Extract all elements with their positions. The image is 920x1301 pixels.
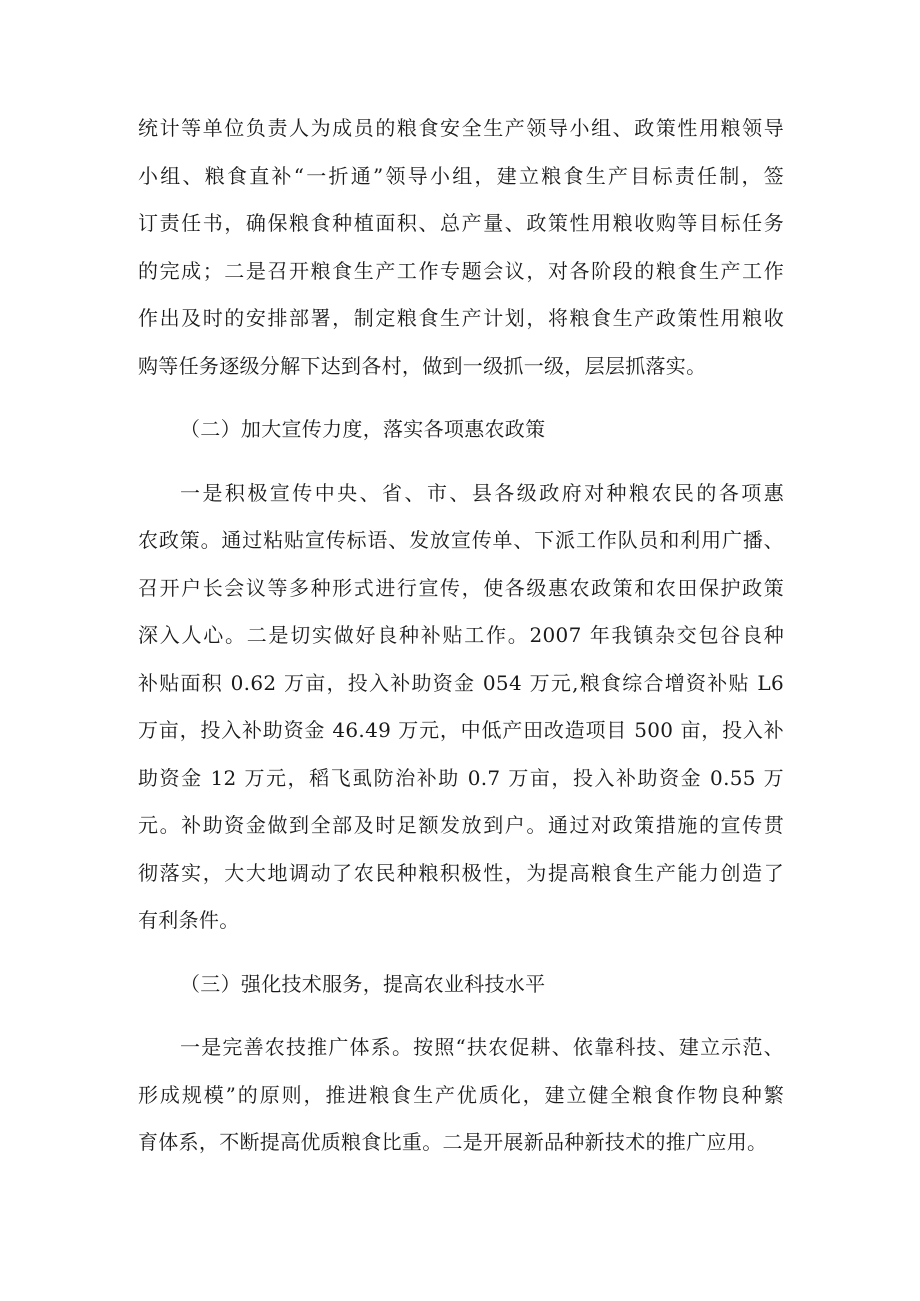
paragraph-line: 一是完善农技推广体系。按照“扶农促耕、依靠科技、建立示范、 <box>180 1035 784 1059</box>
body-paragraph <box>138 470 784 945</box>
paragraph-line: 有利条件。 <box>138 908 240 932</box>
section-heading <box>138 961 784 1009</box>
paragraph-line: 助资金 12 万元，稻飞虱防治补助 0.7 万亩，投入补助资金 0.55 万 <box>138 765 784 790</box>
paragraph-line: 统计等单位负责人为成员的粮食安全生产领导小组、政策性用粮领导 <box>138 116 784 140</box>
heading-text: （二）加大宣传力度，落实各项惠农政策 <box>180 417 546 441</box>
paragraph-spacer <box>138 390 784 406</box>
paragraph-line: 彻落实，大大地调动了农民种粮积极性，为提高粮食生产能力创造了 <box>138 860 784 885</box>
paragraph-line: 作出及时的安排部署，制定粮食生产计划，将粮食生产政策性用粮收 <box>138 306 784 330</box>
paragraph-line: 深入人心。二是切实做好良种补贴工作。2007 年我镇杂交包谷良种 <box>138 623 784 647</box>
paragraph-line: 形成规模”的原则，推进粮食生产优质化，建立健全粮食作物良种繁 <box>138 1082 784 1107</box>
body-paragraph <box>138 105 784 390</box>
paragraph-line: 召开户长会议等多种形式进行宣传，使各级惠农政策和农田保护政策 <box>138 575 784 600</box>
paragraph-spacer <box>138 945 784 961</box>
heading-text: （三）强化技术服务，提高农业科技水平 <box>180 971 546 996</box>
document-body <box>138 105 784 1167</box>
body-paragraph <box>138 1024 784 1167</box>
paragraph-line: 小组、粮食直补“一折通”领导小组，建立粮食生产目标责任制，签 <box>138 163 784 188</box>
paragraph-spacer <box>138 454 784 470</box>
paragraph-line: 的完成；二是召开粮食生产工作专题会议，对各阶段的粮食生产工作 <box>138 258 784 283</box>
paragraph-line: 购等任务逐级分解下达到各村，做到一级抓一级，层层抓落实。 <box>138 353 707 378</box>
paragraph-spacer <box>138 1008 784 1024</box>
paragraph-line: 元。补助资金做到全部及时足额发放到户。通过对政策措施的宣传贯 <box>138 813 784 837</box>
paragraph-line: 农政策。通过粘贴宣传标语、发放宣传单、下派工作队员和利用广播、 <box>138 528 784 552</box>
paragraph-line: 万亩，投入补助资金 46.49 万元，中低产田改造项目 500 亩，投入补 <box>138 718 784 742</box>
paragraph-line: 补贴面积 0.62 万亩，投入补助资金 054 万元,粮食综合增资补贴 L6 <box>138 670 784 695</box>
section-heading <box>138 406 784 454</box>
paragraph-line: 订责任书，确保粮食种植面积、总产量、政策性用粮收购等目标任务 <box>138 211 784 235</box>
paragraph-line: 一是积极宣传中央、省、市、县各级政府对种粮农民的各项惠 <box>180 480 784 505</box>
paragraph-line: 育体系，不断提高优质粮食比重。二是开展新品种新技术的推广应用。 <box>138 1130 768 1154</box>
